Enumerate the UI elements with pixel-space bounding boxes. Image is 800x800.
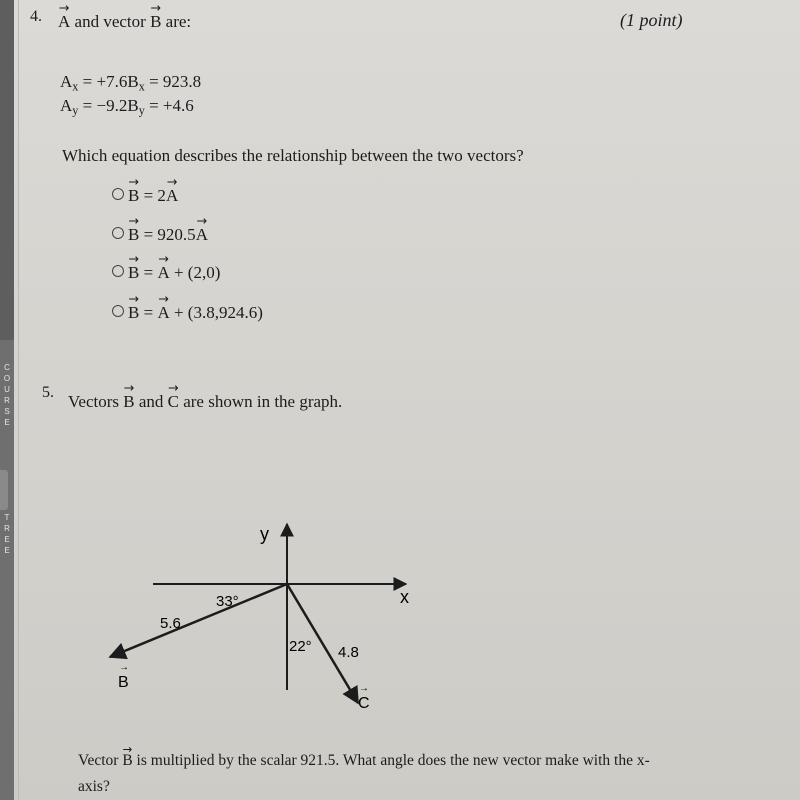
prompt-text: Vector: [78, 752, 123, 769]
option-vector: → A: [166, 186, 178, 206]
heading-text: are:: [161, 12, 192, 31]
vector-b-label: → B: [123, 392, 134, 412]
vector-c-tip-arrow: →: [359, 683, 369, 694]
vector-c-tip-label: C: [358, 695, 370, 712]
component-symbol: A: [60, 96, 73, 115]
option-vector: → B: [128, 303, 139, 323]
vector-b-label: → B: [122, 752, 132, 770]
angle-c-label: 22°: [289, 638, 312, 655]
option-vector: → A: [157, 303, 169, 323]
option-text: = 2: [139, 186, 166, 205]
option-text: =: [139, 263, 158, 282]
component-subscript: x: [138, 79, 145, 94]
vector-b-arrow: [110, 584, 287, 657]
vector-c-label: → C: [168, 392, 179, 412]
vector-b-tip-label: B: [118, 674, 129, 691]
sidebar-letter: S: [4, 407, 10, 416]
component-symbol: B: [127, 96, 139, 115]
component-symbol: B: [127, 72, 139, 91]
sidebar-letter: R: [4, 524, 10, 533]
magnitude-b-label: 5.6: [160, 615, 181, 632]
heading-text: and: [134, 392, 168, 411]
sidebar-letter: E: [4, 418, 10, 427]
vector-b-label: → B: [150, 12, 161, 32]
component-value: = 923.8: [144, 72, 202, 91]
question-4-prompt: Which equation describes the relationship between the two vectors?: [62, 146, 524, 165]
option-vector: → B: [128, 186, 139, 206]
vector-b-tip-arrow: →: [119, 662, 129, 673]
sidebar-letter: C: [4, 363, 10, 372]
component-value: = +7.6: [78, 72, 128, 91]
angle-b-label: 33°: [216, 593, 239, 610]
component-subscript: y: [138, 103, 145, 118]
y-axis-label: y: [260, 524, 269, 544]
vector-a-label: → A: [58, 12, 70, 32]
option-text: =: [139, 303, 158, 322]
sidebar-letter: E: [4, 535, 10, 544]
question-5-prompt: [78, 752, 650, 770]
option-vector: → B: [128, 263, 139, 283]
option-text: = 920.5: [139, 225, 196, 244]
points-label: (1 point): [620, 10, 683, 30]
component-subscript: y: [72, 103, 79, 118]
component-subscript: x: [72, 79, 79, 94]
sidebar-letter: U: [4, 385, 10, 394]
question-5-number: 5.: [42, 384, 54, 401]
option-text: + (3.8,924.6): [169, 303, 263, 322]
heading-text: Vectors: [68, 392, 124, 411]
option-vector: → A: [196, 225, 208, 245]
component-symbol: A: [60, 72, 73, 91]
x-axis-label: x: [400, 587, 409, 607]
sidebar-letter: O: [3, 374, 11, 383]
option-vector: → A: [157, 263, 169, 283]
question-5-prompt-line2: axis?: [78, 778, 110, 795]
heading-text: are shown in the graph.: [178, 392, 343, 411]
sidebar-letter: E: [4, 546, 10, 555]
question-4-number: 4.: [30, 8, 42, 25]
option-vector: → B: [128, 225, 139, 245]
prompt-text: is multiplied by the scalar 921.5. What angle does the new vector make with the x-: [132, 752, 650, 769]
sidebar-letter: T: [4, 513, 10, 522]
sidebar-letter: R: [4, 396, 10, 405]
option-text: + (2,0): [169, 263, 221, 282]
heading-text: and vector: [70, 12, 151, 31]
component-value: = +4.6: [144, 96, 194, 115]
component-value: = −9.2: [78, 96, 128, 115]
magnitude-c-label: 4.8: [338, 644, 359, 661]
